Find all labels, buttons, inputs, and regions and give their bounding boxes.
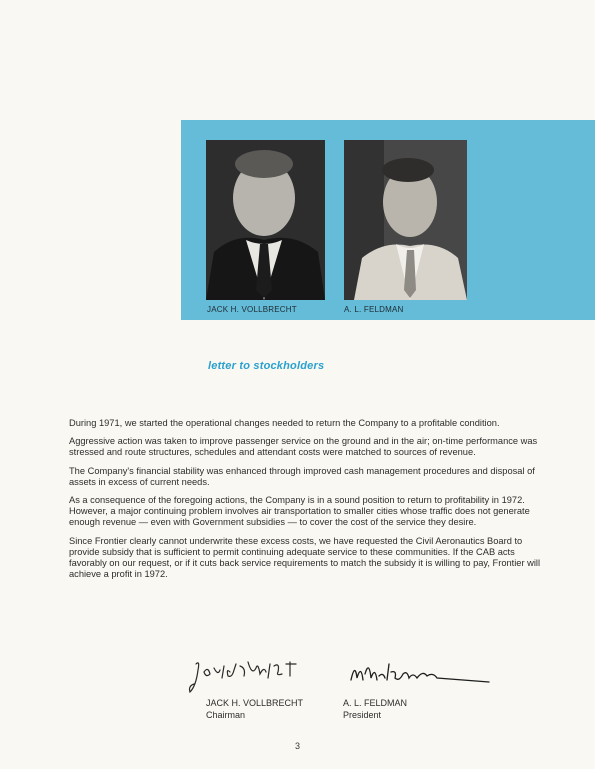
page-number: 3 — [295, 741, 301, 751]
signatory-title: President — [343, 710, 382, 720]
letter-body — [69, 418, 544, 587]
photo-caption-vollbrecht: JACK H. VOLLBRECHT — [207, 305, 297, 314]
paragraph: During 1971, we started the operational changes needed to return the Company to a profitable condition. — [69, 418, 500, 428]
signatory-name: A. L. FELDMAN — [343, 698, 408, 708]
letter-heading: letter to stockholders — [208, 360, 325, 372]
paragraph: As a consequence of the foregoing actions, the Company is in a sound position to return to profitability in 1972. However, a major continuing problem involves air transportation to smaller cities whose traffic does not generate enough revenue — even with Government subsidies — to cover the cost of the service they desire. — [69, 495, 530, 528]
photo-band — [181, 120, 595, 320]
paragraph: Aggressive action was taken to improve passenger service on the ground and in the air; on-time performance was stressed and route structures, schedules and attendant costs were matched to sources of revenue. — [69, 436, 538, 458]
signatory-title: Chairman — [206, 710, 246, 720]
handwritten-signature-vollbrecht — [186, 656, 306, 696]
portrait-photo-feldman — [344, 140, 467, 300]
photo-caption-feldman: A. L. FELDMAN — [344, 305, 404, 314]
signatory-name: JACK H. VOLLBRECHT — [206, 698, 304, 708]
signature-block-feldman — [343, 656, 493, 720]
portrait-photo-vollbrecht — [206, 140, 325, 300]
handwritten-signature-feldman — [343, 656, 493, 696]
signature-block-vollbrecht — [186, 656, 306, 720]
paragraph: Since Frontier clearly cannot underwrite these excess costs, we have requested the Civil Aeronautics Board to provide subsidy that is sufficient to permit continuing adequate service to these communities. If the CAB acts favorably on our request, or if it cuts back service requirements to match the subsidy it is willing to pay, Frontier will achieve a profit in 1972. — [69, 535, 541, 580]
paragraph: The Company's financial stability was enhanced through improved cash management procedures and disposal of assets in excess of current needs. — [69, 465, 535, 487]
